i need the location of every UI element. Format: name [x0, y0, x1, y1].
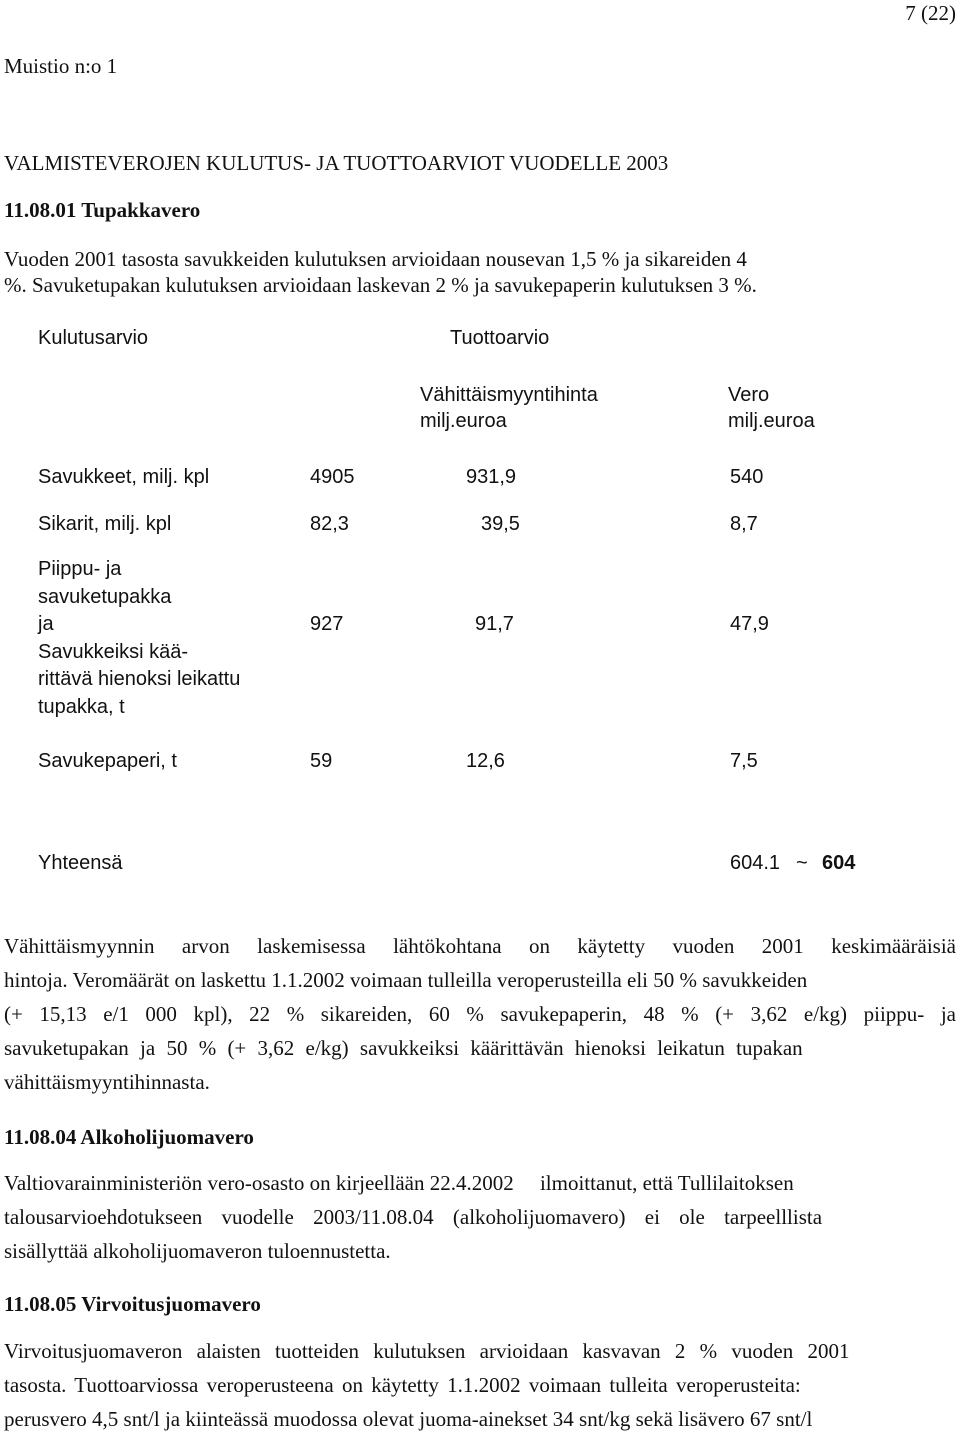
row-label-line: tupakka, t [38, 696, 125, 718]
row-label-line: rittävä hienoksi leikattu [38, 668, 241, 690]
main-title: VALMISTEVEROJEN KULUTUS- JA TUOTTOARVIOT VUODELLE 2003 [4, 151, 669, 175]
col-tax-line1: Vero [728, 384, 770, 406]
body-line: perusvero 4,5 snt/l ja kiinteässä muodossa olevat juoma-ainekset 34 snt/kg sekä lisävero 67 snt/l [4, 1407, 813, 1431]
row-label-line: Piippu- ja [38, 558, 122, 580]
body-line: Valtiovarainministeriön vero-osasto on kirjeellään 22.4.2002 ilmoittanut, että Tullilaitoksen [4, 1171, 794, 1195]
row-consumption: 4905 [310, 466, 355, 488]
section3-heading: 11.08.05 Virvoitusjuomavero [4, 1292, 261, 1316]
header-consumption: Kulutusarvio [38, 327, 149, 349]
body-line: sisällyttää alkoholijuomaveron tuloennustetta. [4, 1239, 391, 1263]
row-retail: 91,7 [475, 613, 514, 635]
row-label: Savukepaperi, t [38, 750, 177, 772]
body-line: Virvoitusjuomaveron alaisten tuotteiden kulutuksen arvioidaan kasvavan 2 % vuoden 2001 [4, 1339, 850, 1363]
memo-label: Muistio n:o 1 [4, 54, 118, 78]
row-retail: 39,5 [481, 513, 520, 535]
col-retail-line2: milj.euroa [420, 410, 507, 432]
row-label-line: ja [38, 613, 54, 635]
row-label: Sikarit, milj. kpl [38, 513, 172, 535]
total-approx: ~ [796, 852, 808, 874]
section3-body [4, 1334, 956, 1436]
col-retail-line1: Vähittäismyyntihinta [420, 384, 598, 406]
row-tax: 540 [730, 466, 764, 488]
note-line: savuketupakan ja 50 % (+ 3,62 e/kg) savukkeiksi käärittävän hienoksi leikatun tupakan [4, 1036, 803, 1060]
section2-body [4, 1166, 956, 1268]
section1-heading: 11.08.01 Tupakkavero [4, 198, 201, 222]
note-line: (+ 15,13 e/1 000 kpl), 22 % sikareiden, 60 % savukepaperin, 48 % (+ 3,62 e/kg) piippu- ja [4, 1002, 956, 1026]
row-retail: 931,9 [466, 466, 517, 488]
row-label-line: Savukkeiksi kää- [38, 641, 189, 663]
row-label: Savukkeet, milj. kpl [38, 466, 210, 488]
body-line: talousarvioehdotukseen vuodelle 2003/11.08.04 (alkoholijuomavero) ei ole tarpeelllista [4, 1205, 823, 1229]
row-consumption: 59 [310, 750, 333, 772]
row-tax: 8,7 [730, 513, 758, 535]
col-tax-line2: milj.euroa [728, 410, 815, 432]
intro-line: %. Savuketupakan kulutuksen arvioidaan laskevan 2 % ja savukepaperin kulutuksen 3 %. [4, 273, 757, 297]
row-retail: 12,6 [466, 750, 505, 772]
note-line: hintoja. Veromäärät on laskettu 1.1.2002 voimaan tulleilla veroperusteilla eli 50 % savukkeiden [4, 968, 808, 992]
row-consumption: 82,3 [310, 513, 349, 535]
total-label: Yhteensä [38, 852, 123, 874]
body-line: tasosta. Tuottoarviossa veroperusteena on käytetty 1.1.2002 voimaan tulleita veroperusteita: [4, 1373, 801, 1397]
section2-heading: 11.08.04 Alkoholijuomavero [4, 1125, 254, 1149]
row-consumption: 927 [310, 613, 344, 635]
row-tax: 47,9 [730, 613, 769, 635]
total-rounded: 604 [822, 852, 856, 874]
total-value: 604.1 [730, 852, 781, 874]
note-line: vähittäismyyntihinnasta. [4, 1070, 210, 1094]
row-tax: 7,5 [730, 750, 758, 772]
row-label-line: savuketupakka [38, 586, 172, 608]
note-line: Vähittäismyynnin arvon laskemisessa lähtökohtana on käytetty vuoden 2001 keskimääräisiä [4, 934, 956, 958]
intro-line: Vuoden 2001 tasosta savukkeiden kulutuksen arvioidaan nousevan 1,5 % ja sikareiden 4 [4, 247, 747, 271]
section1-note [4, 929, 956, 1099]
section1-intro [4, 242, 956, 302]
header-yield: Tuottoarvio [450, 327, 550, 349]
page-number: 7 (22) [905, 1, 956, 25]
